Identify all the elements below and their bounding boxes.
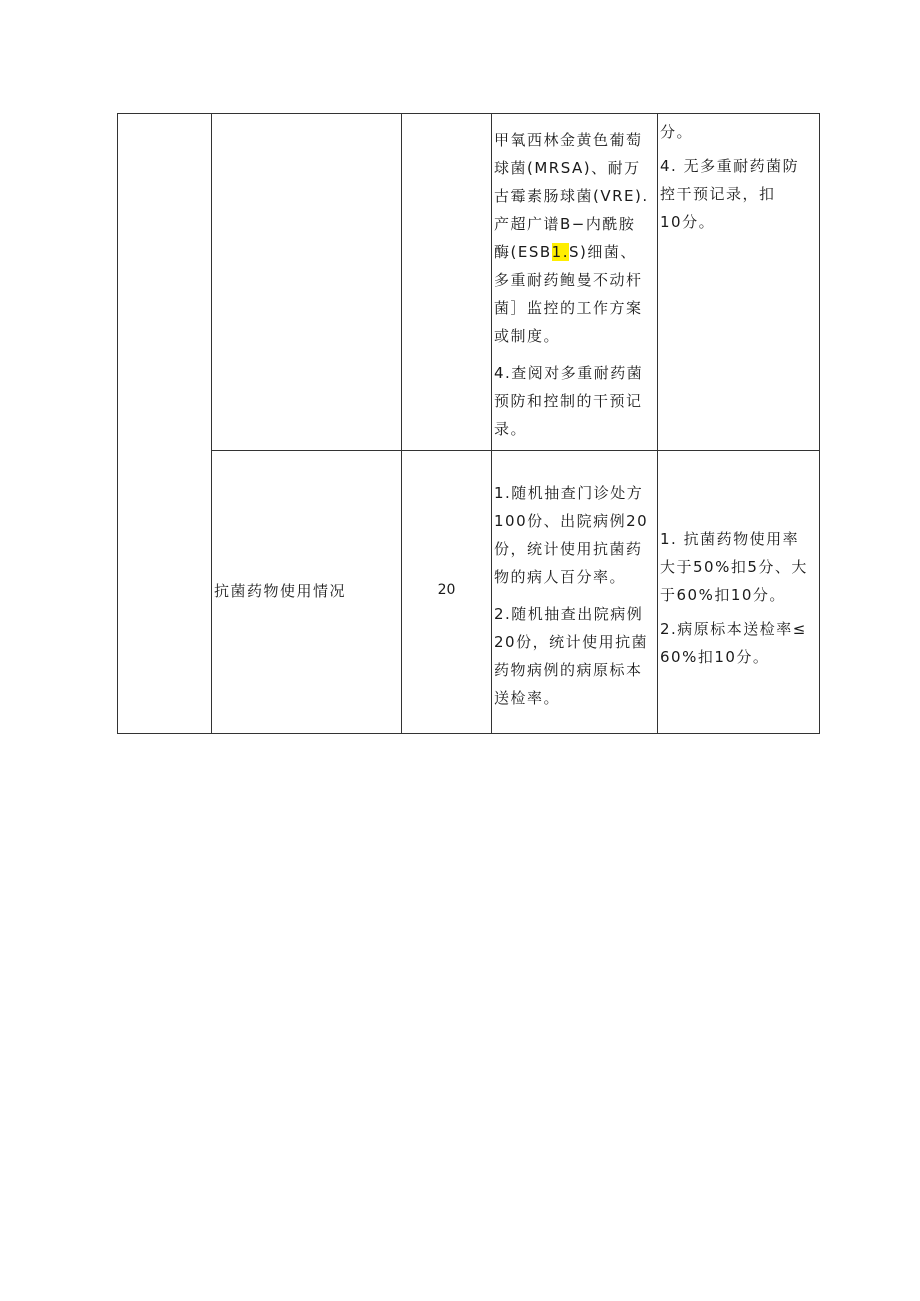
score-cell	[402, 114, 492, 451]
item-cell	[212, 114, 402, 451]
category-cell	[118, 114, 212, 734]
method-cell	[492, 451, 658, 734]
method-paragraph: 2.随机抽查出院病例20份，统计使用抗菌药物病例的病原标本送检率。	[494, 605, 649, 707]
item-cell	[212, 451, 402, 734]
deduction-cell	[658, 114, 820, 451]
score-cell	[402, 451, 492, 734]
item-label: 抗菌药物使用情况	[214, 581, 347, 600]
table-row	[118, 114, 820, 451]
criteria-table	[117, 113, 820, 734]
highlight-mark: 1.	[551, 243, 569, 261]
method-paragraph: 4.查阅对多重耐药菌预防和控制的干预记录。	[494, 364, 644, 438]
table-row	[118, 451, 820, 734]
deduction-paragraph: 1. 抗菌药物使用率大于50%扣5分、大于60%扣10分。	[660, 530, 808, 604]
deduction-paragraph: 分。	[660, 123, 694, 141]
deduction-paragraph: 2.病原标本送检率≤60%扣10分。	[660, 620, 807, 666]
method-cell	[492, 114, 658, 451]
deduction-cell	[658, 451, 820, 734]
deduction-paragraph: 4. 无多重耐药菌防控干预记录，扣	[660, 157, 800, 203]
method-paragraph: 甲氧西林金黄色葡萄球菌(MRSA)、耐万古霉素肠球菌(VRE).产超广谱B−内酰胺酶(ESB1.S)细菌、多重耐药鲍曼不动杆菌］监控的工作方案或制度。	[494, 131, 649, 345]
method-paragraph: 1.随机抽查门诊处方100份、出院病例20份，统计使用抗菌药物的病人百分率。	[494, 484, 649, 586]
score-value: 20	[437, 582, 456, 598]
deduction-paragraph: 10分。	[660, 213, 716, 231]
